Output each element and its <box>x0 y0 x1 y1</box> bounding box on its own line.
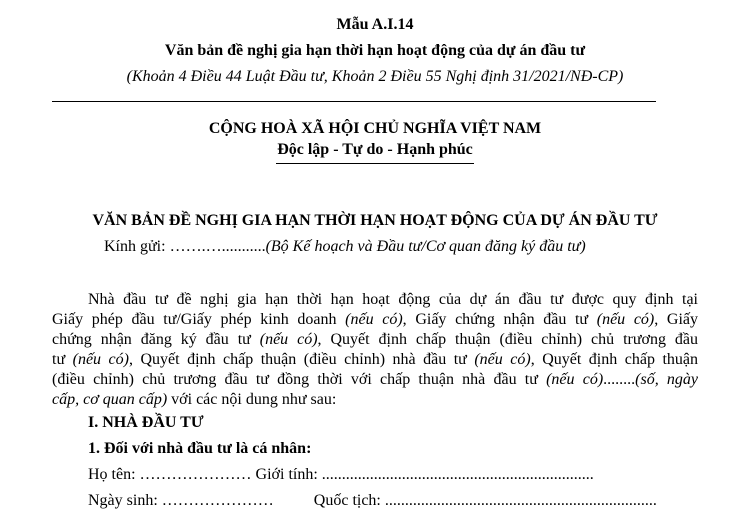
body-paragraph <box>52 290 698 410</box>
motto: Độc lập - Tự do - Hạnh phúc <box>277 141 473 158</box>
legal-basis: (Khoản 4 Điều 44 Luật Đầu tư, Khoản 2 Điều 55 Nghị định 31/2021/NĐ-CP) <box>126 68 624 85</box>
header-divider <box>52 101 656 102</box>
dob-dots: ………………… <box>161 492 274 509</box>
national-title: CỘNG HOÀ XÃ HỘI CHỦ NGHĨA VIỆT NAM <box>208 120 542 137</box>
recipient-line <box>104 238 586 256</box>
nationality-dots: .................................................................... <box>384 492 657 509</box>
name-label: Họ tên: <box>88 466 140 483</box>
document-title: VĂN BẢN ĐỀ NGHỊ GIA HẠN THỜI HẠN HOẠT ĐỘNG CỦA DỰ ÁN ĐẦU TƯ <box>92 212 658 229</box>
recipient-dots: …….…........... <box>169 238 266 255</box>
body-line-4: tư (nếu có), Quyết định chấp thuận (điều chỉnh) nhà đầu tư (nếu có), Quyết định chấp thuận <box>52 351 698 368</box>
body-line-5: (điều chỉnh) chủ trương đầu tư đồng thời với chấp thuận nhà đầu tư (nếu có)........(số, ngày <box>52 371 699 388</box>
form-title: Văn bản đề nghị gia hạn thời hạn hoạt động của dự án đầu tư <box>164 42 586 59</box>
form-code: Mẫu A.I.14 <box>336 16 414 33</box>
name-dots: ………………… <box>139 466 252 483</box>
field-row-dob <box>88 492 657 510</box>
body-line-6: cấp, cơ quan cấp) với các nội dung như sau: <box>52 391 337 408</box>
body-line-1: Nhà đầu tư đề nghị gia hạn thời hạn hoạt động của dự án đầu tư được quy định tại <box>88 291 698 308</box>
gender-label: Giới tính: <box>255 466 322 483</box>
recipient-label: Kính gửi: <box>104 238 170 255</box>
field-row-name <box>88 466 594 484</box>
recipient-value: (Bộ Kế hoạch và Đầu tư/Cơ quan đăng ký đầu tư) <box>265 238 586 255</box>
subsection-heading-individual: 1. Đối với nhà đầu tư là cá nhân: <box>88 440 312 457</box>
section-heading-investor: I. NHÀ ĐẦU TƯ <box>88 414 204 431</box>
nationality-label: Quốc tịch: <box>313 492 385 509</box>
body-line-2: Giấy phép đầu tư/Giấy phép kinh doanh (nếu có), Giấy chứng nhận đầu tư (nếu có), Giấy <box>52 311 699 328</box>
gender-dots: .................................................................... <box>321 466 594 483</box>
body-line-3: chứng nhận đăng ký đầu tư (nếu có), Quyết định chấp thuận (điều chỉnh) chủ trương đầu <box>52 331 699 348</box>
dob-label: Ngày sinh: <box>88 492 162 509</box>
motto-underline <box>276 163 474 164</box>
